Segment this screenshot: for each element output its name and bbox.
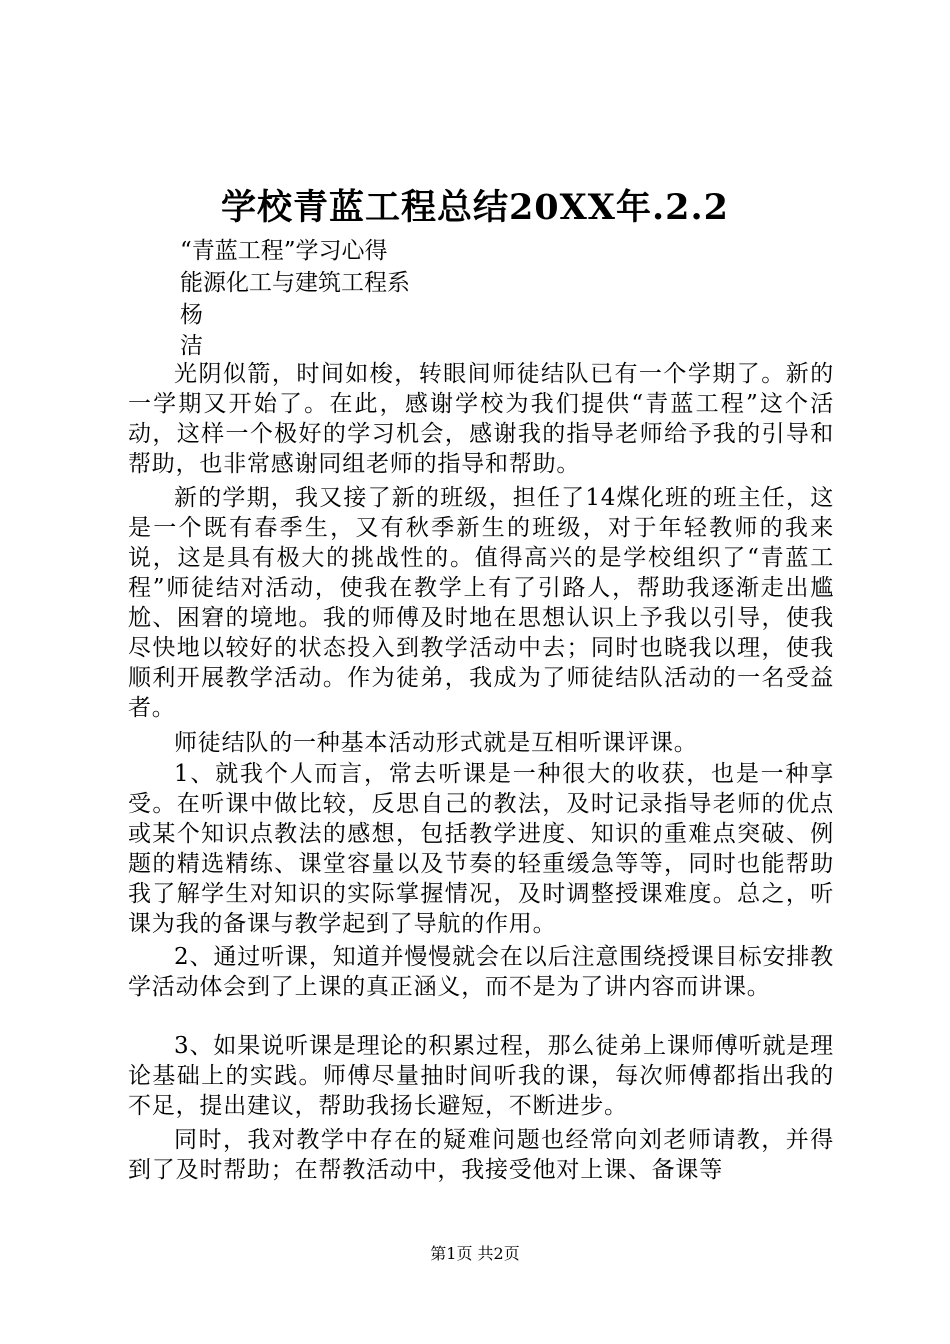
author-given-name-line: 洁 <box>180 333 203 359</box>
paragraph: 同时，我对教学中存在的疑难问题也经常向刘老师请教，并得到了及时帮助；在帮教活动中，我接受他对上课、备课等 <box>128 1127 834 1183</box>
paragraph: 光阴似箭，时间如梭，转眼间师徒结队已有一个学期了。新的一学期又开始了。在此，感谢学校为我们提供“青蓝工程”这个活动，这样一个极好的学习机会，感谢我的指导老师给予我的引导和帮助，也非常感谢同组老师的指导和帮助。 <box>128 361 834 477</box>
page-number-footer: 第1页 共2页 <box>430 1244 520 1263</box>
paragraph: 师徒结队的一种基本活动形式就是互相听课评课。 <box>174 730 698 756</box>
paragraph: 2、通过听课，知道并慢慢就会在以后注意围绕授课目标安排教学活动体会到了上课的真正涵义，而不是为了讲内容而讲课。 <box>128 944 834 1000</box>
paragraph: 3、如果说听课是理论的积累过程，那么徒弟上课师傅听就是理论基础上的实践。师傅尽量抽时间听我的课，每次师傅都指出我的不足，提出建议，帮助我扬长避短，不断进步。 <box>128 1033 834 1119</box>
subtitle-line: “青蓝工程”学习心得 <box>180 238 388 264</box>
document-title: 学校青蓝工程总结20XX年.2.2 <box>220 187 730 228</box>
department-line: 能源化工与建筑工程系 <box>180 270 410 296</box>
paragraph: 1、就我个人而言，常去听课是一种很大的收获，也是一种享受。在听课中做比较，反思自己的教法，及时记录指导老师的优点或某个知识点教法的感想，包括教学进度、知识的重难点突破、例题的精选精练、课堂容量以及节奏的轻重缓急等等，同时也能帮助我了解学生对知识的实际掌握情况，及时调整授课难度。总之，听课为我的备课与教学起到了导航的作用。 <box>128 761 834 937</box>
author-surname-line: 杨 <box>180 302 203 328</box>
paragraph: 新的学期，我又接了新的班级，担任了14煤化班的班主任，这是一个既有春季生，又有秋季新生的班级，对于年轻教师的我来说，这是具有极大的挑战性的。值得高兴的是学校组织了“青蓝工程”师徒结对活动，使我在教学上有了引路人，帮助我逐渐走出尴尬、困窘的境地。我的师傅及时地在思想认识上予我以引导，使我尽快地以较好的状态投入到教学活动中去；同时也晓我以理，使我顺利开展教学活动。作为徒弟，我成为了师徒结队活动的一名受益者。 <box>128 485 834 721</box>
